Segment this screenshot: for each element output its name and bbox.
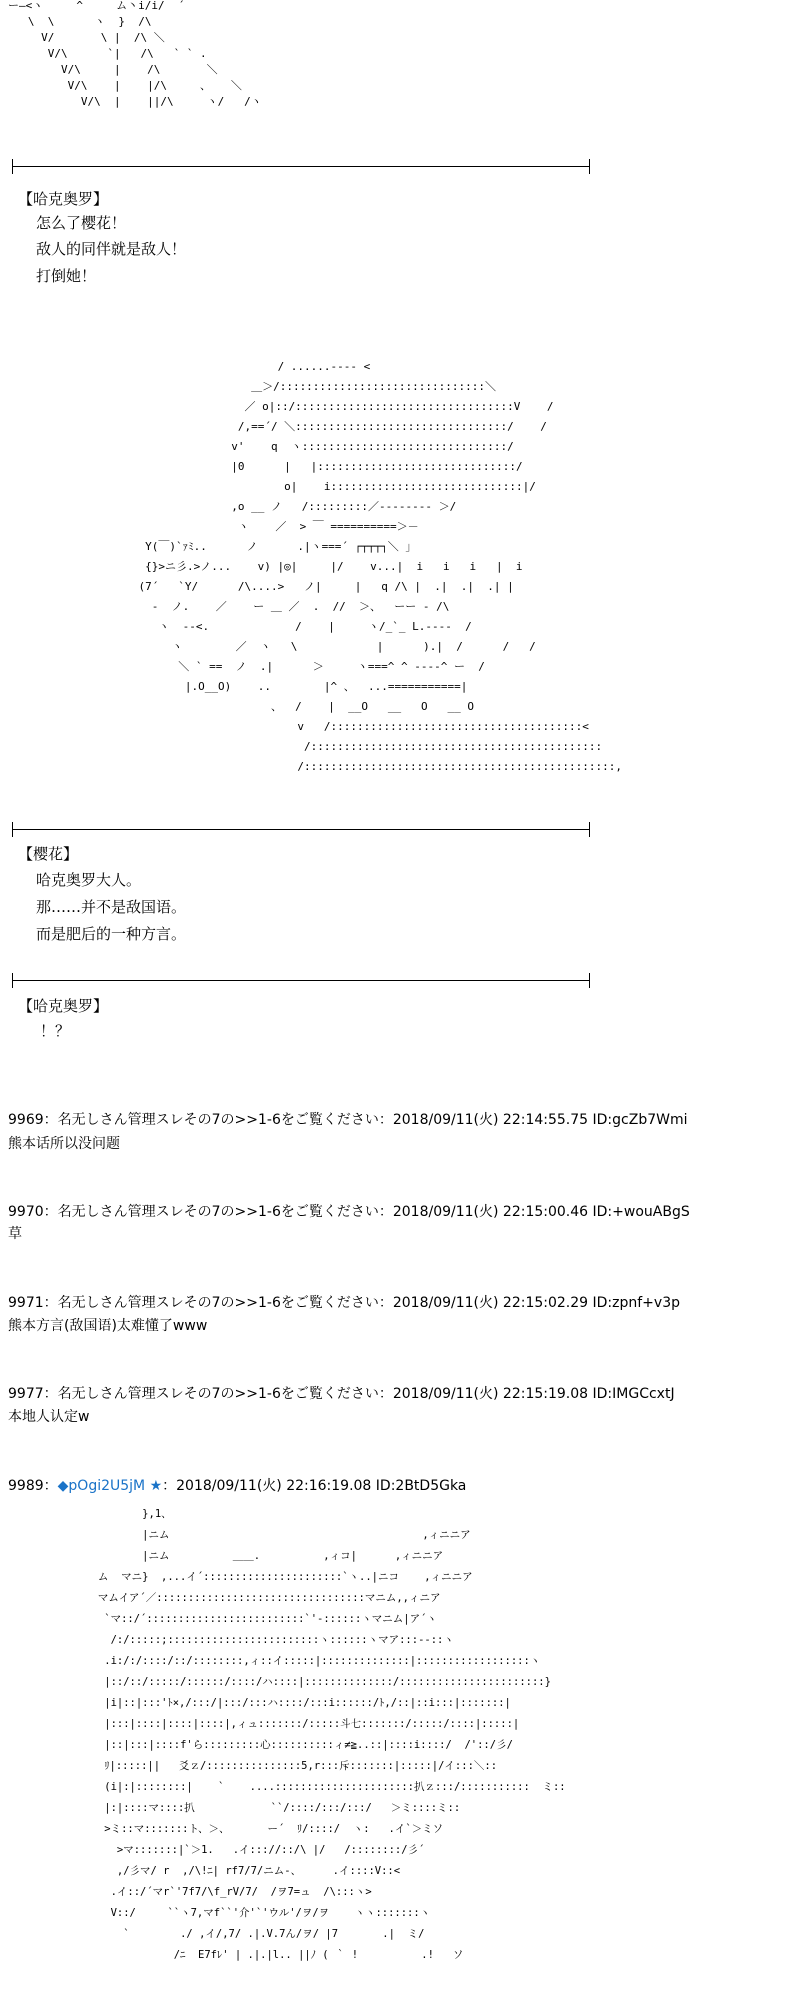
author-post-header [8,1475,466,1495]
post-number: 9989： [8,1478,58,1494]
separator-line [12,980,590,981]
dialogue-line: 那……并不是敌国语。 [36,898,187,916]
post-header: 9970：名无しさん管理スレその7の>>1-6をご覧ください：2018/09/11(火) 22:15:00.46 ID:+wouABgS [8,1204,690,1220]
speaker-name: 【哈克奥罗】 [18,997,109,1015]
dialogue-line: 打倒她！ [36,267,97,285]
post-header: 9969：名无しさん管理スレその7の>>1-6をご覧ください：2018/09/11(火) 22:14:55.75 ID:gcZb7Wmi [8,1112,688,1128]
post-body: 熊本方言(敌国语)太难懂了www [8,1318,208,1334]
post-body: 本地人认定w [8,1409,90,1425]
separator-line [12,166,590,167]
dialogue-line: ！？ [40,1022,71,1040]
author-trip-link[interactable]: ◆pOgi2U5jM ★ [57,1478,163,1494]
dialogue-line: 怎么了樱花！ [36,214,127,232]
separator-line [12,829,590,830]
sakura-ascii-art: / ......---- < ＿＞/:::::::::::::::::::::::::::::::＼ ／ o|::/:::::::::::::::::::::::::::::::::V / /,==´/ ＼::::::::::::::::::::::::::::::::/ / v' q ヽ:::::::::::::::::::::::::::::::/ |0 | |::::::::::::::::::::::::::::::/ o| i:::::::::::::::::::::::::::::|/ ,o __ ノ /:::::::::／-------- ＞/ ヽ ／ > ￣ ==========＞－ Y(￣)`ｧﾐ.. ノ .|ヽ===´ ┌┬┬┬┐＼ ｣ {}>ニ彡.>ノ... v) |◎| |/ v...| i i i | i (7´ `Y/ /\....> ノ| | q /\ | .| .| .| | ‐ ノ. ／ ー ＿ ／ . // ＞、 ーー - /\ ヽ --<. / | ヽ/_`_ L.---- / ヽ ／ ヽ \ | ).| / / / ＼ ` == ノ .| ＞ ヽ===^ ^ ----^ ー / |.O__O) .. |^ 、 ...===========| 、 / | __O __ O __ O v /::::::::::::::::::::::::::::::::::::::< /:::::::::::::::::::::::::::::::::::::::::::: /:::::::::::::::::::::::::::::::::::::::::::::::, [138,360,622,773]
speaker-name: 【哈克奥罗】 [18,190,109,208]
speaker-name: 【樱花】 [18,845,79,863]
bottom-ascii-art: },1、 |ニム ,ィニニア |ニム ＿＿. ,ィコ| ,ィニニア ム マニ} ,...イ´::::::::::::::::::::::`ヽ..|ニコ ,ィニニア マムイア´／:::::::::::::::::::::::::::::::::マニム,,ィニア `マ::/´:::::::::::::::::::::::::`'-::::::ヽマニム|ア´ヽ /:/:::::;::::::::::::::::::::::::ヽ::::::ヽマア:::--::ヽ .i:/:/::::/::/::::::::,ィ::イ:::::|::::::::::::::|::::::::::::::::::ヽ |::/::/:::::/::::::/::::/ハ::::|::::::::::::::/:::::::::::::::::::::::} |i|::|:::'ﾄ×,/:::/|:::/:::ハ::::/:::i::::::/ﾄ,/::|::i:::|:::::::| |:::|::::|::::|::::|,ィュ:::::::/:::::斗七:::::::/:::::/::::|:::::| |::|:::|::::f'ら:::::::::心::::::::::ィ≠≧..::|::::i::::/ /'::/彡/ ﾘ|:::::|| 爻ｚ/:::::::::::::::5,r:::斥:::::::|:::::|/イ:::＼:: (i|:|::::::::| ` ....::::::::::::::::::::::扒ｚ:::/::::::::::: ミ:: |:|::::マ::::扒 ``/::::/:::/:::/ ＞ミ::::ミ:: >ミ::マ:::::::ト、＞、 ー´ ﾘ/::::/ ヽ: .イ`＞ミソ >マ:::::::|`＞1. .イ::://::/\ |/ /::::::::/彡´ ,/彡マ/ r ,/\!ﾆ| rf7/7/ニム-、 .イ::::V::< .イ::/´マr`'7f7/\f_rV/7/ /ヲ7=ュ /\:::ヽ> V::/ ``ヽ7,マf``'介'`'ウル'/ヲ/ヲ ヽヽ:::::::ヽ ` ./ ,イ/,7/ .|.V.7ん/ヲ/ |7 .| ミ/ /ﾆ E7fﾚ' | .|.|l.. ||ﾉ ( ｀ ! .! ソ [97,1508,566,1961]
top-ascii-art: ー―<ヽ ^ ム丶i/i/ ´ \ \ ヽ } /\ V/ \ | /\ ＼ V/\ `| /\ ` ` . V/\ | /\ ＼ V/\ | |/\ 、 ＼ V/\ | ||/\ ヽ/ /ヽ [8,0,262,108]
post-body: 草 [8,1226,22,1242]
dialogue-line: 敌人的同伴就是敌人！ [36,240,187,258]
post-meta: ：2018/09/11(火) 22:16:19.08 ID:2BtD5Gka [162,1478,467,1494]
post-header: 9977：名无しさん管理スレその7の>>1-6をご覧ください：2018/09/11(火) 22:15:19.08 ID:IMGCcxtJ [8,1386,675,1402]
post-body: 熊本话所以没问题 [8,1136,120,1152]
dialogue-line: 而是肥后的一种方言。 [36,925,187,943]
post-header: 9971：名无しさん管理スレその7の>>1-6をご覧ください：2018/09/11(火) 22:15:02.29 ID:zpnf+v3p [8,1295,680,1311]
dialogue-line: 哈克奥罗大人。 [36,871,142,889]
